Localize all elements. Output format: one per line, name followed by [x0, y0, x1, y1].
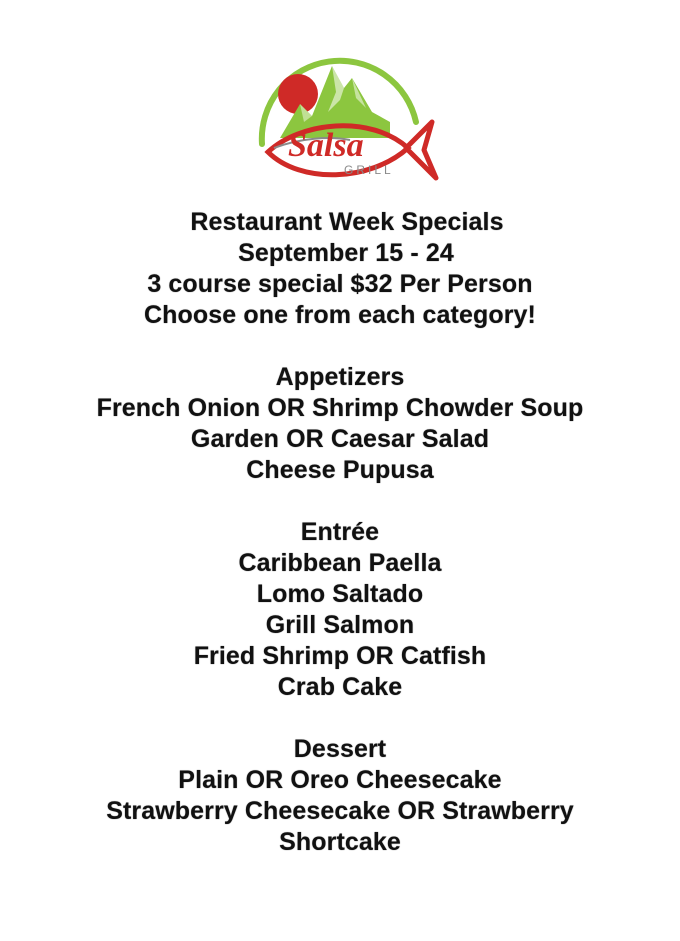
logo-subtitle: GRILL: [344, 163, 394, 177]
menu-dates: September 15 - 24: [238, 239, 454, 267]
menu-title: Restaurant Week Specials: [190, 208, 504, 236]
menu-item: Grill Salmon: [265, 611, 415, 639]
section-heading-dessert: Dessert: [293, 735, 387, 763]
section-gap: [0, 331, 680, 362]
menu-item: Lomo Saltado: [256, 580, 424, 608]
section-gap: [0, 703, 680, 734]
menu-item: Plain OR Oreo Cheesecake: [178, 766, 502, 794]
section-heading-appetizers: Appetizers: [275, 363, 405, 391]
section-gap: [0, 486, 680, 517]
menu-price: 3 course special $32 Per Person: [147, 270, 533, 298]
fish-mountain-logo-icon: [240, 52, 440, 197]
menu-instructions: Choose one from each category!: [144, 301, 536, 329]
menu-item: Garden OR Caesar Salad: [190, 425, 490, 453]
menu-item: Fried Shrimp OR Catfish: [193, 642, 487, 670]
menu-item: Strawberry Cheesecake OR Strawberry: [106, 797, 574, 825]
menu-item: Shortcake: [279, 828, 401, 856]
menu-item: French Onion OR Shrimp Chowder Soup: [96, 394, 584, 422]
menu-item: Cheese Pupusa: [246, 456, 434, 484]
section-heading-entree: Entrée: [300, 518, 380, 546]
restaurant-week-menu: [0, 207, 680, 858]
menu-item: Caribbean Paella: [238, 549, 442, 577]
menu-item: Crab Cake: [277, 673, 403, 701]
logo-wordmark: Salsa: [288, 127, 364, 164]
salsa-grill-logo: [240, 52, 440, 197]
